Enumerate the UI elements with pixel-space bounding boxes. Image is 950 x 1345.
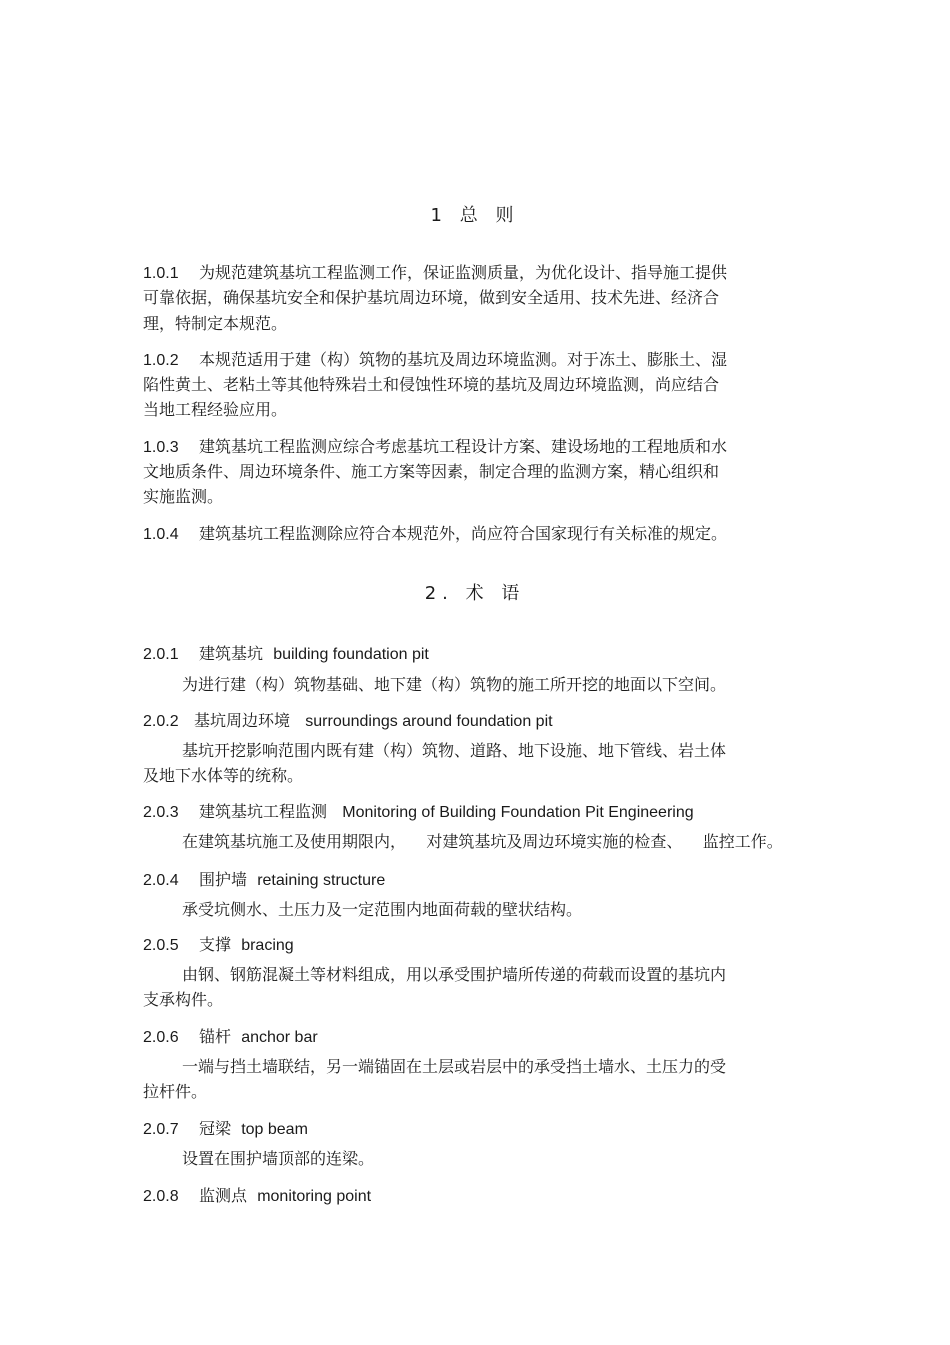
term-number: 2.0.8 [143, 1188, 179, 1205]
clause-1-0-3-line-2: 文地质条件、周边环境条件、施工方案等因素，制定合理的监测方案，精心组织和 [143, 462, 720, 481]
term-2-0-2-heading [143, 710, 553, 733]
clause-1-0-1-line-3: 理，特制定本规范。 [143, 314, 288, 333]
term-en: bracing [241, 937, 294, 954]
term-en: building foundation pit [273, 646, 429, 663]
term-zh: 建筑基坑工程监测 [199, 802, 328, 821]
term-2-0-1-heading [143, 643, 429, 666]
term-2-0-6-definition-line-2: 拉杆件。 [143, 1082, 208, 1101]
clause-number: 1.0.2 [143, 352, 179, 369]
clause-1-0-3-line-3: 实施监测。 [143, 487, 224, 506]
clause-1-0-4-line-1 [143, 523, 727, 546]
term-2-0-7-definition-line-1: 设置在围护墙顶部的连梁。 [182, 1149, 375, 1168]
term-en: anchor bar [241, 1029, 318, 1046]
term-2-0-5-heading [143, 934, 294, 957]
term-zh: 基坑周边环境 [194, 711, 291, 730]
term-zh: 围护墙 [199, 870, 248, 889]
clause-text: 建筑基坑工程监测应综合考虑基坑工程设计方案、建设场地的工程地质和水 [199, 437, 728, 456]
term-zh: 建筑基坑 [199, 644, 264, 663]
term-2-0-4-definition-line-1: 承受坑侧水、土压力及一定范围内地面荷载的壁状结构。 [182, 900, 583, 919]
term-2-0-5-definition-line-1: 由钢、钢筋混凝土等材料组成，用以承受围护墙所传递的荷载而设置的基坑内 [182, 965, 727, 984]
clause-number: 1.0.1 [143, 265, 179, 282]
term-en: Monitoring of Building Foundation Pit Engineering [342, 804, 694, 821]
term-number: 2.0.2 [143, 713, 179, 730]
term-2-0-8-heading [143, 1185, 371, 1208]
term-2-0-3-heading [143, 801, 694, 824]
clause-number: 1.0.4 [143, 526, 179, 543]
term-2-0-6-heading [143, 1026, 318, 1049]
term-en: monitoring point [257, 1188, 372, 1205]
chapter-2-heading: 2. 术 语 [424, 583, 526, 604]
chapter-1-heading: 1 总 则 [430, 205, 520, 226]
clause-1-0-1-line-1 [143, 262, 727, 285]
term-number: 2.0.5 [143, 937, 179, 954]
term-2-0-1-definition-line-1: 为进行建（构）筑物基础、地下建（构）筑物的施工所开挖的地面以下空间。 [182, 675, 727, 694]
term-zh: 支撑 [199, 935, 232, 954]
term-2-0-2-definition-line-2: 及地下水体等的统称。 [143, 766, 304, 785]
term-zh: 监测点 [199, 1186, 248, 1205]
clause-text: 本规范适用于建（构）筑物的基坑及周边环境监测。对于冻土、膨胀土、湿 [199, 350, 728, 369]
term-number: 2.0.4 [143, 872, 179, 889]
term-number: 2.0.3 [143, 804, 179, 821]
term-number: 2.0.7 [143, 1121, 179, 1138]
clause-1-0-2-line-3: 当地工程经验应用。 [143, 400, 288, 419]
term-number: 2.0.1 [143, 646, 179, 663]
clause-1-0-3-line-1 [143, 436, 727, 459]
clause-text: 建筑基坑工程监测除应符合本规范外，尚应符合国家现行有关标准的规定。 [199, 524, 728, 543]
term-2-0-5-definition-line-2: 支承构件。 [143, 990, 224, 1009]
term-2-0-3-definition-line-1: 在建筑基坑施工及使用期限内， 对建筑基坑及周边环境实施的检查、 监控工作。 [182, 832, 783, 851]
term-2-0-4-heading [143, 869, 385, 892]
term-en: retaining structure [257, 872, 386, 889]
term-zh: 冠梁 [199, 1119, 232, 1138]
clause-1-0-1-line-2: 可靠依据，确保基坑安全和保护基坑周边环境，做到安全适用、技术先进、经济合 [143, 288, 720, 307]
clause-number: 1.0.3 [143, 439, 179, 456]
term-2-0-2-definition-line-1: 基坑开挖影响范围内既有建（构）筑物、道路、地下设施、地下管线、岩土体 [182, 741, 727, 760]
term-zh: 锚杆 [199, 1027, 232, 1046]
clause-1-0-2-line-1 [143, 349, 727, 372]
term-number: 2.0.6 [143, 1029, 179, 1046]
term-2-0-6-definition-line-1: 一端与挡土墙联结，另一端锚固在土层或岩层中的承受挡土墙水、土压力的受 [182, 1057, 727, 1076]
clause-1-0-2-line-2: 陷性黄土、老粘土等其他特殊岩土和侵蚀性环境的基坑及周边环境监测，尚应结合 [143, 375, 720, 394]
term-en: top beam [241, 1121, 308, 1138]
clause-text: 为规范建筑基坑工程监测工作，保证监测质量，为优化设计、指导施工提供 [199, 263, 728, 282]
term-en: surroundings around foundation pit [305, 713, 553, 730]
term-2-0-7-heading [143, 1118, 308, 1141]
